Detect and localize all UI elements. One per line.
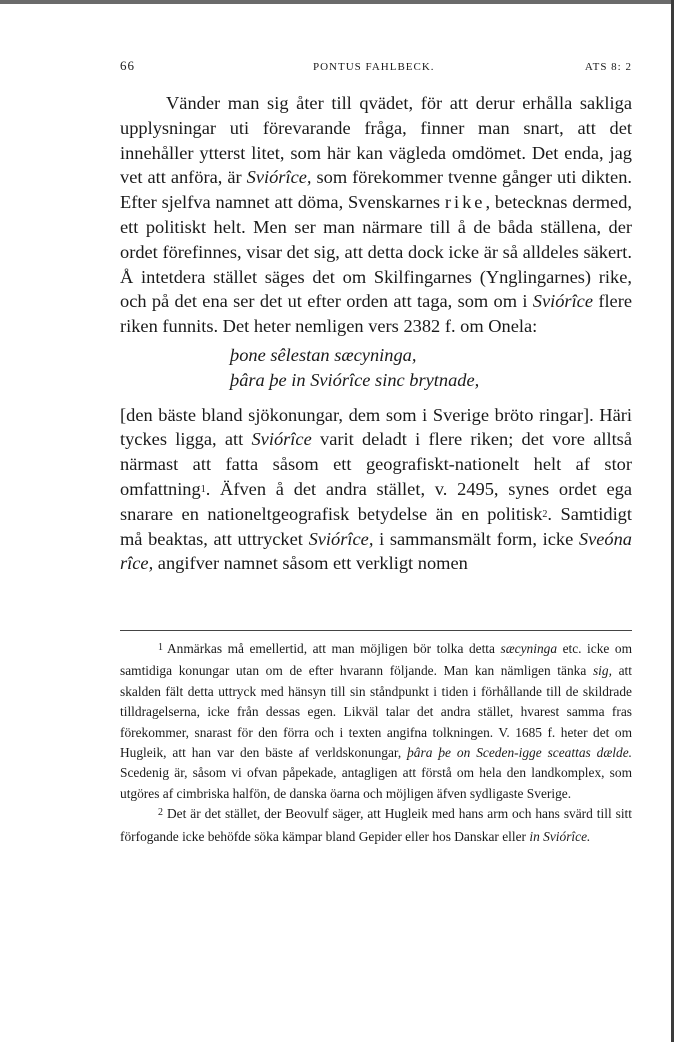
text-run: Det är det stället, der Beovulf säger, att Hugleik med hans arm och hans svärd till sitt förfogande icke behöfde söka kämpar bland Gepider eller hos Danskar eller [120,806,632,844]
footnote-marker: 1 [158,642,163,653]
running-header [120,58,632,80]
footnote-marker: 2 [158,807,163,819]
text-run: . Äfven å det andra stället, v. 2495, synes ordet ega snarare en nationeltgeografisk betydelse än en politisk [120,478,632,524]
footnotes [120,639,632,847]
text-run: angifver namnet såsom ett verkligt nomen [153,553,468,574]
italic-term: Sviórîce, [246,167,312,188]
text-run: som förekommer tvenne gånger uti dikten. Efter sjelfva namnet att döma, Svenskarnes [120,167,632,213]
paragraph-1 [120,91,632,339]
running-head-series: ATS 8: 2 [584,61,632,73]
italic-term: Sviórîce, [308,528,374,549]
text-run: , betecknas dermed, ett politiskt helt. Men ser man närmare till å de båda ställena, der ordet förefinnes, visar det sig, att detta dock icke är så alldeles säkert. Å intetdera stället säges det om Skilfingarnes (Ynglingarnes) rike, och på det ena ser det ut efter orden att taga, som om i [120,192,632,312]
footnote-ref: 2 [542,508,548,520]
verse-line-1: þone sêlestan sæcyninga, [230,344,417,365]
page-right-edge [671,0,674,1042]
text-run: i sammansmält form, icke [373,528,579,549]
text-run: [den bäste bland sjökonungar, dem som i Sverige bröto ringar]. Häri tyckes ligga, att [120,404,632,450]
italic-term: Sveóna rîce, [120,528,632,574]
italic-term: Sviórîce [251,429,312,450]
page-number: 66 [120,58,135,73]
italic-term: in Sviórîce. [529,828,591,844]
footnote-ref: 1 [200,483,206,495]
main-text [120,91,632,576]
text-run: etc. icke om samtidiga konungar utan om de efter hvarann följande. Man kan nämligen tänka [120,641,632,679]
text-run: Anmärkas må emellertid, att man möjligen bör tolka detta [167,641,501,656]
text-run: att skalden fält detta uttryck med hänsyn till sin ståndpunkt i tiden i förhållande till de skildrade tilldragelserna, icke från dessas egen. Likväl talar det andra stället, hvarest samma fras förekommer, snarast för den förra och i texten angifna tolkningen. V. 1685 f. heter det om Hugleik, att han var den bäste af verldskonungar, [120,663,632,761]
paragraph-2 [120,403,632,577]
page-top-edge [0,0,672,4]
italic-term: sig, [592,663,612,679]
footnote-divider [120,630,632,631]
verse-line-2: þâra þe in Sviórîce sinc brytnade, [230,369,480,390]
text-run: Vänder man sig åter till qvädet, för att derur erhålla sakliga upplysningar uti förevarande fråga, finner man snart, att det innehåller ytterst litet, som här kan vägleda omdömet. Det enda, jag vet att anföra, är [120,93,632,188]
italic-term: þâra þe on Sceden-igge sceattas dælde. [407,745,632,761]
running-head-author: PONTUS FAHLBECK. [313,61,435,73]
text-run: flere riken funnits. Det heter nemligen vers 2382 f. om Onela: [120,291,632,337]
text-run: varit deladt i flere riken; det vore alltså närmast att fatta såsom ett geografiskt-nationelt helt af stor omfattning [120,429,633,499]
footnote-1 [120,639,632,804]
text-run: Scedenig är, såsom vi ofvan påpekade, antagligen att förstå om hela den landkomplex, som utgöres af cimbriska halfön, de danska öarna och möjligen äfven sydligaste Sverige. [120,765,632,801]
footnote-2 [120,804,632,847]
text-run: . Samtidigt må beaktas, att uttrycket [120,503,632,549]
italic-term: Sviórîce [532,291,594,312]
italic-term: sæcyninga [500,641,558,656]
spaced-term: rike [444,192,486,213]
